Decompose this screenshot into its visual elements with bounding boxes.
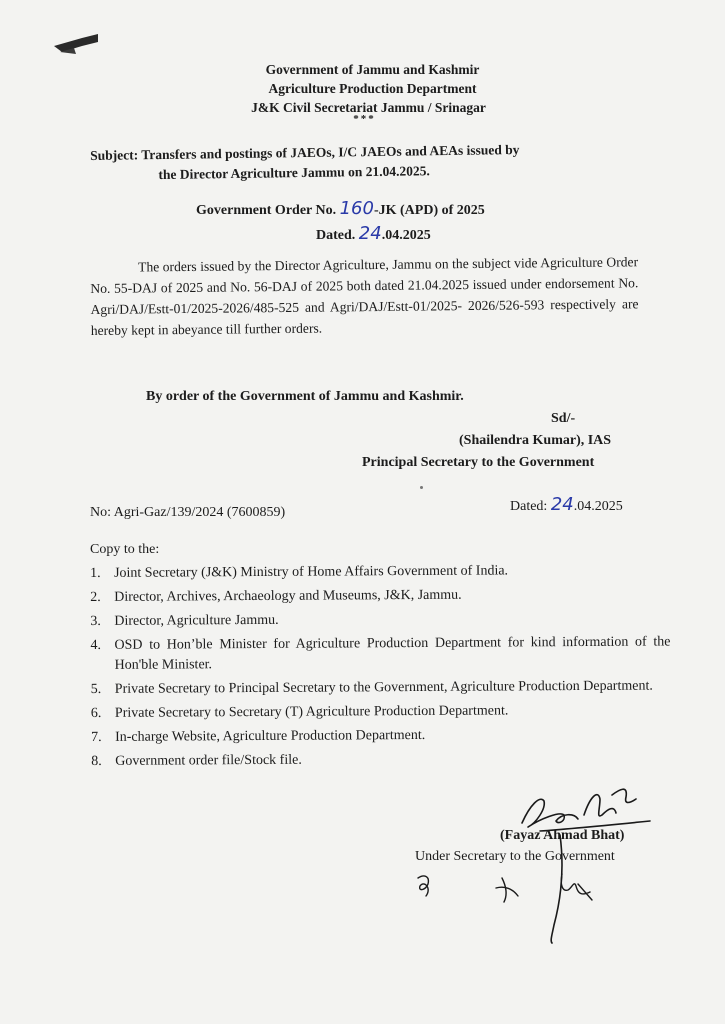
reference-date-prefix: Dated: xyxy=(510,499,548,514)
order-date-prefix: Dated. xyxy=(316,228,356,243)
list-item: 3. Director, Agriculture Jammu. xyxy=(90,612,279,629)
order-date xyxy=(316,223,431,244)
signed-mark: Sd/- xyxy=(551,411,576,426)
by-order-line: By order of the Government of Jammu and Kashmir. xyxy=(146,389,464,404)
list-item: 5. Private Secretary to Principal Secretary to the Government, Agriculture Production Department. xyxy=(90,678,653,697)
list-item: 8. Government order file/Stock file. xyxy=(91,752,302,769)
order-body-text: The orders issued by the Director Agriculture, Jammu on the subject vide Agriculture Order No. 55-DAJ of 2025 and No. 56-DAJ of 2025 both dated 21.04.2025 issued under endorsement No. Agri/DAJ/Estt-01/2025-2026/485-525 and Agri/DAJ/Estt-01/2025- 2026/526-593 respectively are hereby kept in abeyance till further orders. xyxy=(90,254,639,338)
subject-line-2: the Director Agriculture Jammu on 21.04.2025. xyxy=(158,163,430,183)
order-date-suffix: .04.2025 xyxy=(381,228,431,243)
order-number-prefix: Government Order No. xyxy=(196,203,337,218)
subject-line-1: Transfers and postings of JAEOs, I/C JAEOs and AEAs issued by xyxy=(141,142,520,163)
handwritten-initials xyxy=(410,866,610,916)
list-item: 4. OSD to Hon’ble Minister for Agriculture Production Department for kind information of the Hon'ble Minister. xyxy=(90,634,671,673)
header-separator: *** xyxy=(353,113,376,125)
list-item: 6. Private Secretary to Secretary (T) Agriculture Production Department. xyxy=(90,703,509,721)
list-item: 7. In-charge Website, Agriculture Production Department. xyxy=(91,727,426,745)
reference-date xyxy=(510,494,623,515)
list-item: 2. Director, Archives, Archaeology and Museums, J&K, Jammu. xyxy=(90,587,462,605)
under-secretary-title: Under Secretary to the Government xyxy=(415,849,615,864)
subject-block xyxy=(90,138,651,186)
copy-to-heading: Copy to the: xyxy=(90,542,160,557)
principal-secretary-name: (Shailendra Kumar), IAS xyxy=(459,433,612,448)
under-secretary-name: (Fayaz Ahmad Bhat) xyxy=(500,828,625,843)
header-secretariat: J&K Civil Secretariat Jammu / Srinagar xyxy=(251,100,486,115)
order-body-paragraph xyxy=(90,251,639,341)
header-department: Agriculture Production Department xyxy=(268,81,477,96)
order-number-suffix: -JK (APD) of 2025 xyxy=(373,203,485,218)
ink-smudge-mark xyxy=(52,32,100,56)
reference-number: No: Agri-Gaz/139/2024 (7600859) xyxy=(90,505,286,520)
order-date-day-handwritten: 24 xyxy=(358,223,382,244)
list-item: 1. Joint Secretary (J&K) Ministry of Home Affairs Government of India. xyxy=(90,563,509,581)
speck-mark xyxy=(420,486,423,489)
copy-to-list xyxy=(90,560,671,776)
principal-secretary-title: Principal Secretary to the Government xyxy=(362,455,595,470)
reference-date-day-handwritten: 24 xyxy=(550,494,574,515)
subject-label: Subject: xyxy=(90,147,139,163)
order-number-handwritten: 160 xyxy=(339,198,374,219)
reference-date-suffix: .04.2025 xyxy=(573,499,623,514)
order-number xyxy=(196,198,485,219)
header-government: Government of Jammu and Kashmir xyxy=(265,62,480,77)
